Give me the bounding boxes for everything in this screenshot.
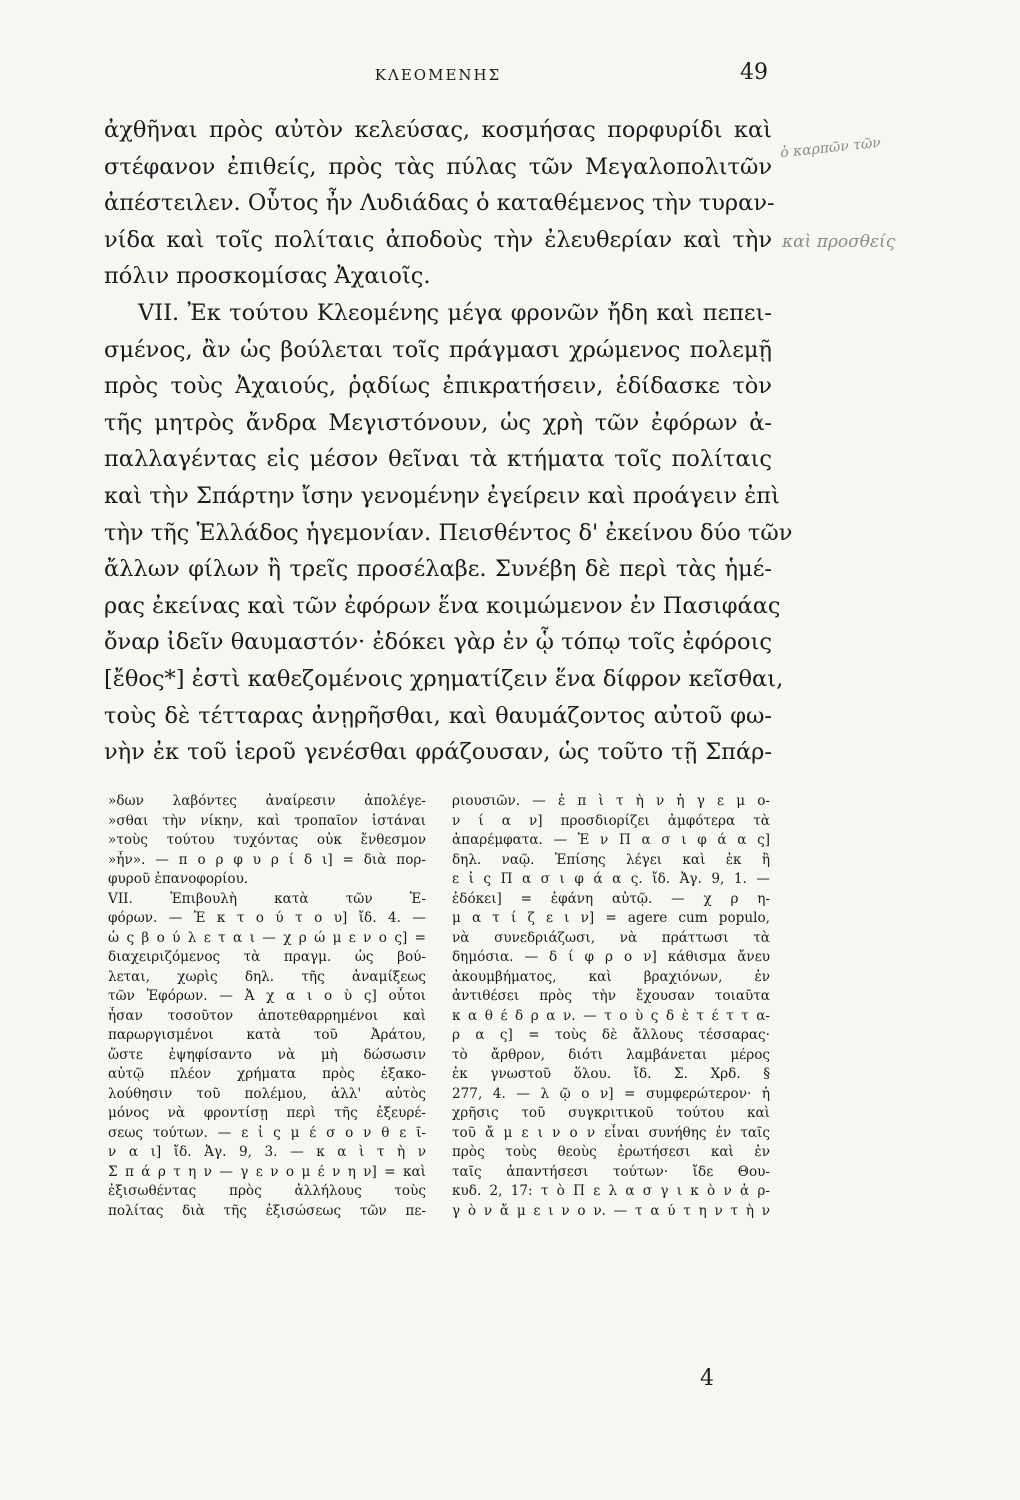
footnote-line: ἀκουμβήματος, καὶ βραχιόνων, ἐν [452, 968, 770, 985]
footnote-line: ὡ ς β ο ύ λ ε τ α ι — χ ρ ώ μ ε ν ο ς] = [108, 929, 426, 946]
main-text-line: τῆς μητρὸς ἄνδρα Μεγιστόνουν, ὡς χρὴ τῶν ἐφόρων ἀ- [104, 409, 772, 436]
footnote-line: »τοὺς τούτου τυχόντας οὐκ ἔνθεσμον [108, 832, 426, 848]
main-text-line: [ἔθος*] ἐστὶ καθεζομένοις χρηματίζειν ἕνα δίφρον κεῖσθαι, [104, 665, 784, 692]
footnote-line: μ α τ ί ζ ε ι ν] = agere cum populo, [452, 910, 770, 926]
footnote-line: δημόσια. — δ ί φ ρ ο ν] κάθισμα ἄνευ [452, 949, 770, 965]
footnote-line: γ ὸ ν ἄ μ ε ι ν ο ν. — τ α ύ τ η ν τ ὴ ν [452, 1202, 770, 1219]
footnote-line: παρωργισμένοι κατὰ τοῦ Ἀράτου, [108, 1027, 426, 1043]
main-text-line: ὄναρ ἰδεῖν θαυμαστόν· ἐδόκει γὰρ ἐν ᾧ τόπῳ τοῖς ἐφόροις [104, 629, 772, 656]
running-head: ΚΛΕΟΜΕΝΗΣ [374, 66, 502, 84]
footnote-line: ταῖς ἀπαντήσεσι τούτων· ἴδε Θου- [452, 1163, 770, 1180]
footnote-line: αὐτῷ πλέον χρήματα πρὸς ἐξακο- [108, 1066, 426, 1082]
footnote-line: κ α θ έ δ ρ α ν. — τ ο ὺ ς δ ὲ τ έ τ τ α- [452, 1007, 770, 1024]
main-text-line: τὴν τῆς Ἑλλάδος ἡγεμονίαν. Πεισθέντος δ' ἐκείνου δύο τῶν [104, 519, 793, 546]
main-text-line: ἄλλων φίλων ἢ τρεῖς προσέλαβε. Συνέβη δὲ περὶ τὰς ἡμέ- [104, 556, 772, 583]
main-text-line: ἀπέστειλεν. Οὗτος ἦν Λυδιάδας ὁ καταθέμενος τὴν τυραν- [104, 190, 775, 217]
handwritten-margin-note: ὁ καρπῶν τῶν [779, 134, 882, 162]
main-text-line: στέφανον ἐπιθείς, πρὸς τὰς πύλας τῶν Μεγαλοπολιτῶν [104, 153, 772, 180]
page-number: 49 [740, 60, 768, 85]
footnote-line: φυροῦ ἐπανοφορίου. [108, 871, 249, 887]
footnote-line: δηλ. ναῷ. Ἐπίσης λέγει καὶ ἐκ ἢ [452, 851, 770, 868]
footnote-line: ν α ι] ἴδ. Ἀγ. 9, 3. — κ α ὶ τ ὴ ν [108, 1144, 426, 1160]
main-text-line: σμένος, ἂν ὡς βούλεται τοῖς πράγμασι χρώμενος πολεμῇ [104, 336, 772, 363]
footnote-line: λούθησιν τοῦ πολέμου, ἀλλ' αὐτὸς [108, 1085, 426, 1102]
footnote-line: σεως τούτων. — ε ἰ ς μ έ σ ο ν θ ε ῖ- [108, 1124, 426, 1141]
footnote-line: ἀντιθέσει πρὸς τὴν ἔχουσαν τοιαῦτα [452, 988, 770, 1004]
footnotes-right-column [452, 792, 770, 1362]
footnote-line: τῶν Ἐφόρων. — Ἀ χ α ι ο ὺ ς] οὗτοι [108, 988, 426, 1004]
footnote-line: ε ἰ ς Π α σ ι φ ά α ς. ἴδ. Ἀγ. 9, 1. — [452, 871, 770, 887]
footnote-line: ἦσαν τοσοῦτον ἀποτεθαρρημένοι καὶ [108, 1007, 426, 1024]
main-text-line: ἀχθῆναι πρὸς αὐτὸν κελεύσας, κοσμήσας πορφυρίδι καὶ [104, 117, 772, 143]
main-text-line: πρὸς τοὺς Ἀχαιούς, ῥᾳδίως ἐπικρατήσειν, ἐδίδασκε τὸν [104, 373, 772, 400]
main-text-line: ρας ἐκείνας καὶ τῶν ἐφόρων ἕνα κοιμώμενον ἐν Πασιφάας [104, 592, 781, 619]
footnote-line: »δων λαβόντες ἀναίρεσιν ἀπολέγε- [108, 793, 426, 809]
footnote-line: 277, 4. — λ ῷ ο ν] = συμφερώτερον· ἡ [452, 1085, 770, 1102]
main-text-line: παλλαγέντας εἰς μέσον θεῖναι τὰ κτήματα τοῖς πολίταις [104, 446, 772, 473]
main-text-line: πόλιν προσκομίσας Ἀχαιοῖς. [104, 263, 431, 290]
footnote-line: πρὸς τοὺς θεοὺς ἐρωτήσεσι καὶ ἐν [452, 1144, 770, 1160]
footnote-line: λεται, χωρὶς δηλ. τῆς ἀναμίξεως [108, 968, 426, 985]
footnote-line: ἐξισωθέντας πρὸς ἀλλήλους τοὺς [108, 1183, 426, 1199]
section-heading-line: VII. Ἐκ τούτου Κλεομένης μέγα φρονῶν ἤδη καὶ πεπει- [138, 299, 772, 326]
page-header [108, 60, 768, 96]
footnote-line: ἀπαρέμφατα. — Ἐ ν Π α σ ι φ ά α ς] [452, 832, 770, 848]
main-text-line: καὶ τὴν Σπάρτην ἴσην γενομένην ἐγείρειν καὶ προάγειν ἐπὶ [104, 482, 780, 509]
main-text-line: τοὺς δὲ τέτταρας ἀνῃρῆσθαι, καὶ θαυμάζοντος αὐτοῦ φω- [104, 702, 772, 729]
footnote-line: VII. Ἐπιβουλὴ κατὰ τῶν Ἐ- [108, 890, 426, 907]
footnote-line: τὸ ἄρθρον, διότι λαμβάνεται μέρος [452, 1046, 770, 1063]
footnote-line: κυδ. 2, 17: τ ὸ Π ε λ α σ γ ι κ ὸ ν ἀ ρ- [452, 1183, 770, 1199]
footnote-line: ν ί α ν] προσδιορίζει ἀμφότερα τὰ [452, 812, 770, 829]
footnote-line: τοῦ ἄ μ ε ι ν ο ν εἶναι συνήθης ἐν ταῖς [452, 1124, 770, 1141]
handwritten-margin-note: καὶ προσθείς [782, 232, 896, 252]
footnote-line: ὥστε ἐψηφίσαντο νὰ μὴ δώσωσιν [108, 1046, 426, 1063]
footnote-line: ἐκ γνωστοῦ ὅλου. ἴδ. Σ. Χρδ. § [452, 1066, 770, 1082]
footnote-line: Σ π ά ρ τ η ν — γ ε ν ο μ έ ν η ν] = καὶ [108, 1163, 426, 1180]
main-text [104, 112, 793, 771]
signature-mark: 4 [700, 1366, 714, 1391]
footnote-line: ἐδόκει] = ἐφάνη αὐτῷ. — χ ρ η- [452, 890, 770, 907]
footnote-line: πολίτας διὰ τῆς ἐξισώσεως τῶν πε- [108, 1202, 426, 1219]
main-text-line: νίδα καὶ τοῖς πολίταις ἀποδοὺς τὴν ἐλευθερίαν καὶ τὴν [104, 226, 772, 253]
footnote-line: φόρων. — Ἐ κ τ ο ύ τ ο υ] ἴδ. 4. — [108, 910, 426, 926]
footnote-line: ρ α ς] = τοὺς δὲ ἄλλους τέσσαρας· [452, 1027, 770, 1043]
footnote-line: χρῆσις τοῦ συγκριτικοῦ τούτου καὶ [452, 1105, 770, 1121]
footnote-line: ριουσιῶν. — ἐ π ὶ τ ὴ ν ἡ γ ε μ ο- [452, 793, 770, 809]
footnotes [108, 792, 770, 1362]
footnote-line: νὰ συνεδριάζωσι, νὰ πράττωσι τὰ [452, 929, 770, 946]
footnote-line: »σθαι τὴν νίκην, καὶ τροπαῖον ἱστάναι [108, 812, 426, 829]
footnotes-left-column [108, 792, 426, 1362]
footnote-line: διαχειριζόμενος τὰ πραγμ. ὡς βού- [108, 949, 426, 965]
footnote-line: μόνος νὰ φροντίσῃ περὶ τῆς ἐξευρέ- [108, 1105, 426, 1121]
main-text-line: νὴν ἐκ τοῦ ἱεροῦ γενέσθαι φράζουσαν, ὡς τοῦτο τῇ Σπάρ- [104, 739, 772, 766]
footnote-line: »ἦν». — π ο ρ φ υ ρ ί δ ι] = διὰ πορ- [108, 851, 426, 868]
